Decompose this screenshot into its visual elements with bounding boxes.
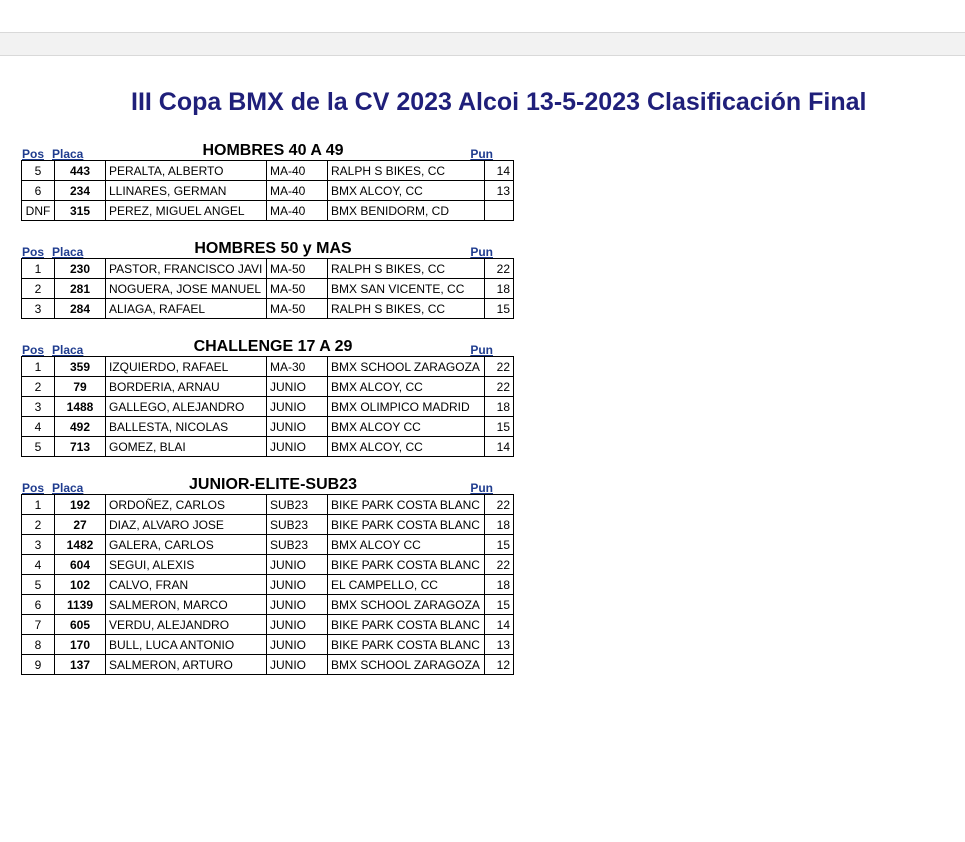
rider-name-cell: BALLESTA, NICOLAS [106, 417, 267, 437]
rider-category-cell: JUNIO [267, 437, 328, 457]
club-cell: BMX BENIDORM, CD [328, 201, 485, 221]
position-cell: 1 [22, 495, 55, 515]
rider-name-cell: PASTOR, FRANCISCO JAVI [106, 259, 267, 279]
rider-category-cell: MA-40 [267, 161, 328, 181]
club-cell: BMX ALCOY CC [328, 417, 485, 437]
points-cell: 14 [485, 161, 514, 181]
club-cell: BIKE PARK COSTA BLANC [328, 495, 485, 515]
club-cell: BMX ALCOY, CC [328, 181, 485, 201]
plate-number-cell: 1139 [55, 595, 106, 615]
rider-category-cell: MA-40 [267, 181, 328, 201]
table-row [22, 635, 514, 655]
points-cell: 18 [485, 515, 514, 535]
points-cell: 15 [485, 595, 514, 615]
points-cell: 14 [485, 615, 514, 635]
position-cell: 1 [22, 259, 55, 279]
placa-column-header: Placa [52, 245, 84, 259]
club-cell: BIKE PARK COSTA BLANC [328, 635, 485, 655]
club-cell: RALPH S BIKES, CC [328, 161, 485, 181]
rider-category-cell: JUNIO [267, 575, 328, 595]
points-cell: 18 [485, 575, 514, 595]
rider-name-cell: ALIAGA, RAFAEL [106, 299, 267, 319]
section-header [21, 238, 495, 258]
club-cell: BMX ALCOY, CC [328, 437, 485, 457]
rider-name-cell: PERALTA, ALBERTO [106, 161, 267, 181]
rider-category-cell: JUNIO [267, 615, 328, 635]
rider-category-cell: MA-30 [267, 357, 328, 377]
points-cell: 22 [485, 357, 514, 377]
club-cell: BMX SCHOOL ZARAGOZA [328, 595, 485, 615]
points-cell: 15 [485, 535, 514, 555]
table-row [22, 515, 514, 535]
table-row [22, 201, 514, 221]
plate-number-cell: 137 [55, 655, 106, 675]
plate-number-cell: 170 [55, 635, 106, 655]
rider-category-cell: MA-50 [267, 279, 328, 299]
rider-category-cell: SUB23 [267, 515, 328, 535]
club-cell: BMX SCHOOL ZARAGOZA [328, 655, 485, 675]
rider-name-cell: NOGUERA, JOSE MANUEL [106, 279, 267, 299]
table-row [22, 437, 514, 457]
rider-name-cell: IZQUIERDO, RAFAEL [106, 357, 267, 377]
table-row [22, 555, 514, 575]
results-section-hombres-40-49 [21, 140, 510, 221]
table-row [22, 259, 514, 279]
plate-number-cell: 605 [55, 615, 106, 635]
table-row [22, 575, 514, 595]
position-cell: 3 [22, 397, 55, 417]
rider-category-cell: JUNIO [267, 555, 328, 575]
table-row [22, 615, 514, 635]
points-cell: 22 [485, 377, 514, 397]
club-cell: BIKE PARK COSTA BLANC [328, 615, 485, 635]
plate-number-cell: 234 [55, 181, 106, 201]
table-row [22, 655, 514, 675]
plate-number-cell: 443 [55, 161, 106, 181]
plate-number-cell: 1482 [55, 535, 106, 555]
toolbar-strip [0, 32, 965, 56]
plate-number-cell: 1488 [55, 397, 106, 417]
category-title: JUNIOR-ELITE-SUB23 [188, 476, 358, 493]
table-row [22, 161, 514, 181]
position-cell: 3 [22, 535, 55, 555]
rider-category-cell: SUB23 [267, 535, 328, 555]
rider-name-cell: DIAZ, ALVARO JOSE [106, 515, 267, 535]
club-cell: BMX ALCOY, CC [328, 377, 485, 397]
pun-column-header: Pun [470, 147, 493, 161]
points-cell: 12 [485, 655, 514, 675]
rider-category-cell: JUNIO [267, 417, 328, 437]
table-row [22, 181, 514, 201]
pos-column-header: Pos [22, 245, 45, 259]
points-cell: 13 [485, 181, 514, 201]
position-cell: 7 [22, 615, 55, 635]
points-cell: 15 [485, 299, 514, 319]
results-table [21, 494, 514, 675]
position-cell: DNF [22, 201, 55, 221]
points-cell: 22 [485, 495, 514, 515]
plate-number-cell: 713 [55, 437, 106, 457]
rider-category-cell: JUNIO [267, 595, 328, 615]
club-cell: BIKE PARK COSTA BLANC [328, 515, 485, 535]
plate-number-cell: 192 [55, 495, 106, 515]
table-row [22, 279, 514, 299]
section-header [21, 336, 495, 356]
table-row [22, 417, 514, 437]
club-cell: BMX SAN VICENTE, CC [328, 279, 485, 299]
rider-category-cell: SUB23 [267, 495, 328, 515]
plate-number-cell: 604 [55, 555, 106, 575]
placa-column-header: Placa [52, 343, 84, 357]
page-title: III Copa BMX de la CV 2023 Alcoi 13-5-2023 Clasificación Final [131, 88, 867, 116]
results-section-challenge-17-29 [21, 336, 510, 457]
club-cell: BIKE PARK COSTA BLANC [328, 555, 485, 575]
rider-name-cell: GALERA, CARLOS [106, 535, 267, 555]
rider-name-cell: VERDU, ALEJANDRO [106, 615, 267, 635]
rider-category-cell: JUNIO [267, 655, 328, 675]
plate-number-cell: 492 [55, 417, 106, 437]
plate-number-cell: 230 [55, 259, 106, 279]
table-row [22, 495, 514, 515]
pun-column-header: Pun [470, 245, 493, 259]
pos-column-header: Pos [22, 343, 45, 357]
plate-number-cell: 79 [55, 377, 106, 397]
pos-column-header: Pos [22, 147, 45, 161]
results-section-junior-elite-sub23 [21, 474, 510, 675]
pos-column-header: Pos [22, 481, 45, 495]
points-cell: 22 [485, 259, 514, 279]
rider-category-cell: MA-50 [267, 299, 328, 319]
table-row [22, 299, 514, 319]
rider-name-cell: SALMERON, MARCO [106, 595, 267, 615]
plate-number-cell: 281 [55, 279, 106, 299]
results-table [21, 160, 514, 221]
rider-name-cell: BORDERIA, ARNAU [106, 377, 267, 397]
rider-name-cell: SEGUI, ALEXIS [106, 555, 267, 575]
section-header [21, 140, 495, 160]
club-cell: BMX SCHOOL ZARAGOZA [328, 357, 485, 377]
rider-name-cell: LLINARES, GERMAN [106, 181, 267, 201]
position-cell: 5 [22, 161, 55, 181]
rider-name-cell: GALLEGO, ALEJANDRO [106, 397, 267, 417]
table-row [22, 357, 514, 377]
rider-category-cell: MA-50 [267, 259, 328, 279]
table-row [22, 397, 514, 417]
placa-column-header: Placa [52, 147, 84, 161]
club-cell: BMX ALCOY CC [328, 535, 485, 555]
rider-category-cell: JUNIO [267, 635, 328, 655]
results-section-hombres-50-mas [21, 238, 510, 319]
results-table [21, 356, 514, 457]
points-cell [485, 201, 514, 221]
section-header [21, 474, 495, 494]
position-cell: 2 [22, 515, 55, 535]
results-table [21, 258, 514, 319]
club-cell: EL CAMPELLO, CC [328, 575, 485, 595]
position-cell: 6 [22, 181, 55, 201]
position-cell: 5 [22, 437, 55, 457]
rider-name-cell: SALMERON, ARTURO [106, 655, 267, 675]
position-cell: 3 [22, 299, 55, 319]
plate-number-cell: 359 [55, 357, 106, 377]
points-cell: 18 [485, 397, 514, 417]
position-cell: 2 [22, 279, 55, 299]
position-cell: 9 [22, 655, 55, 675]
position-cell: 8 [22, 635, 55, 655]
category-title: HOMBRES 40 A 49 [202, 142, 344, 159]
points-cell: 18 [485, 279, 514, 299]
club-cell: BMX OLIMPICO MADRID [328, 397, 485, 417]
points-cell: 22 [485, 555, 514, 575]
rider-name-cell: PEREZ, MIGUEL ANGEL [106, 201, 267, 221]
points-cell: 15 [485, 417, 514, 437]
club-cell: RALPH S BIKES, CC [328, 259, 485, 279]
rider-category-cell: MA-40 [267, 201, 328, 221]
plate-number-cell: 284 [55, 299, 106, 319]
plate-number-cell: 102 [55, 575, 106, 595]
rider-name-cell: BULL, LUCA ANTONIO [106, 635, 267, 655]
rider-name-cell: GOMEZ, BLAI [106, 437, 267, 457]
pun-column-header: Pun [470, 343, 493, 357]
position-cell: 1 [22, 357, 55, 377]
category-title: HOMBRES 50 y MAS [194, 240, 352, 257]
club-cell: RALPH S BIKES, CC [328, 299, 485, 319]
table-row [22, 535, 514, 555]
plate-number-cell: 27 [55, 515, 106, 535]
position-cell: 6 [22, 595, 55, 615]
rider-name-cell: CALVO, FRAN [106, 575, 267, 595]
table-row [22, 377, 514, 397]
position-cell: 2 [22, 377, 55, 397]
rider-category-cell: JUNIO [267, 377, 328, 397]
plate-number-cell: 315 [55, 201, 106, 221]
position-cell: 4 [22, 417, 55, 437]
points-cell: 13 [485, 635, 514, 655]
category-title: CHALLENGE 17 A 29 [193, 338, 353, 355]
rider-category-cell: JUNIO [267, 397, 328, 417]
placa-column-header: Placa [52, 481, 84, 495]
position-cell: 5 [22, 575, 55, 595]
table-row [22, 595, 514, 615]
points-cell: 14 [485, 437, 514, 457]
position-cell: 4 [22, 555, 55, 575]
pun-column-header: Pun [470, 481, 493, 495]
rider-name-cell: ORDOÑEZ, CARLOS [106, 495, 267, 515]
